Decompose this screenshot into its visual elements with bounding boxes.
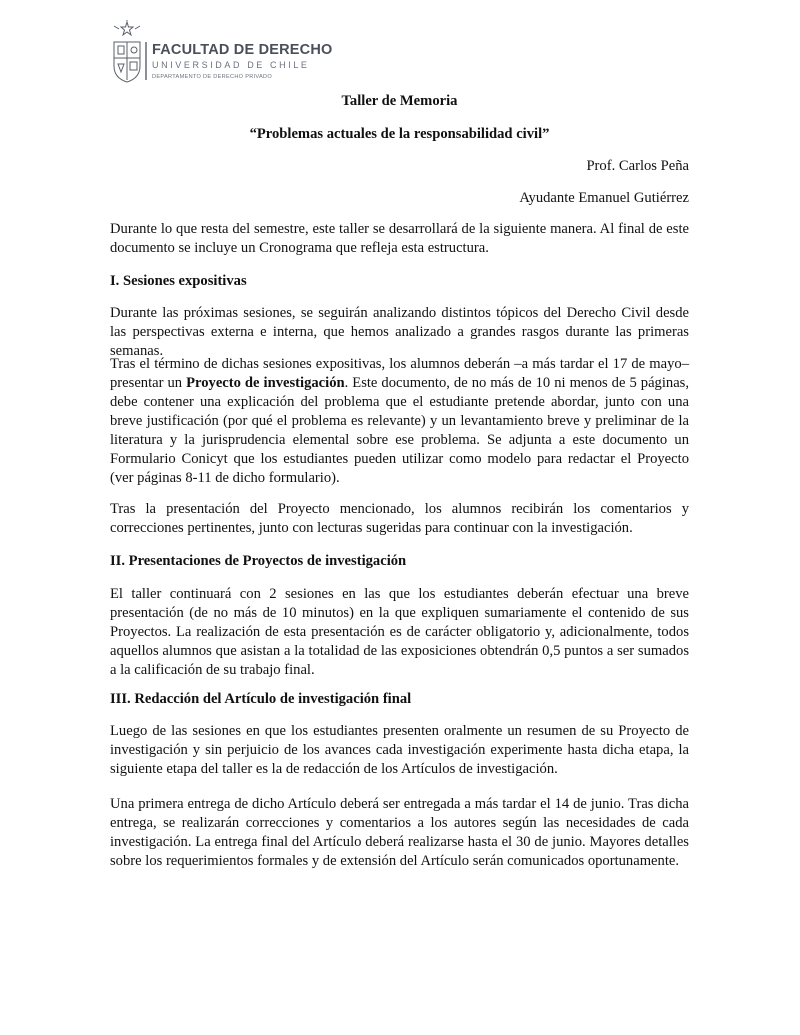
section3-paragraph-1: Luego de las sesiones en que los estudiantes presenten oralmente un resumen de su Proyecto de investigación y sin perjuicio de los avances cada investigación experimente hasta dicha etapa, la siguiente etapa del taller es la de redacción de los Artículos de investigación.	[110, 723, 689, 777]
logo-divider	[145, 42, 147, 80]
logo-text	[152, 42, 332, 81]
intro-paragraph: Durante lo que resta del semestre, este taller se desarrollará de la siguiente manera. Al final de este documento se incluye un Cronograma que refleja esta estructura.	[110, 221, 689, 256]
document-title: Taller de Memoria	[341, 93, 458, 109]
university-crest-icon	[110, 20, 144, 84]
section1-paragraph-2-end: . Este documento, de no más de 10 ni menos de 5 páginas, debe contener una explicación del problema que el estudiante pretende abordar, junto con una breve justificación (por qué el problema es relevante) y un levantamiento breve y preliminar de la literatura y la jurisprudencia elemental sobre ese problema. Se adjunta a este documento un Formulario Conicyt que los estudiantes pueden utilizar como modelo para redactar el Proyecto (ver páginas 8-11 de dicho formulario).	[110, 375, 689, 486]
logo-department-name: DEPARTAMENTO DE DERECHO PRIVADO	[152, 74, 273, 80]
section1-paragraph-2-start: Tras el término de dichas sesiones expositivas, los alumnos deberán –a más tardar el 17 de mayo– presentar un	[110, 356, 689, 391]
section1-paragraph-1: Durante las próximas sesiones, se seguirán analizando distintos tópicos del Derecho Civil desde las perspectivas externa e interna, que hemos analizado a grandes rasgos durante las primeras semanas.	[110, 305, 689, 359]
project-term: Proyecto de investigación	[186, 375, 345, 391]
section2-heading: II. Presentaciones de Proyectos de investigación	[110, 553, 407, 569]
section2-paragraph-1: El taller continuará con 2 sesiones en las que los estudiantes deberán efectuar una breve presentación (de no más de 10 minutos) en la que expliquen sumariamente el contenido de sus Proyectos. La realización de esta presentación es de carácter obligatorio y, adicionalmente, todos aquellos alumnos que asistan a la totalidad de las exposiciones obtendrán 0,5 puntos a ser sumados a la calificación de su trabajo final.	[110, 586, 689, 678]
section3-paragraph-2: Una primera entrega de dicho Artículo deberá ser entregada a más tardar el 14 de junio. Tras dicha entrega, se realizarán correcciones y comentarios a los autores según las necesidades de cada investigación. La entrega final del Artículo deberá realizarse hasta el 30 de junio. Mayores detalles sobre los requerimientos formales y de extensión del Artículo serán comunicados oportunamente.	[110, 796, 689, 869]
logo-university-name: UNIVERSIDAD DE CHILE	[152, 60, 310, 70]
logo-faculty-name: FACULTAD DE DERECHO	[152, 42, 333, 58]
section1-heading: I. Sesiones expositivas	[110, 273, 247, 289]
document-subtitle: “Problemas actuales de la responsabilidad civil”	[249, 126, 550, 142]
section3-heading: III. Redacción del Artículo de investigación final	[110, 691, 412, 707]
assistant-name: Ayudante Emanuel Gutiérrez	[519, 190, 689, 206]
professor-name: Prof. Carlos Peña	[586, 158, 689, 174]
section1-paragraph-2	[110, 355, 689, 488]
section1-paragraph-3: Tras la presentación del Proyecto mencionado, los alumnos recibirán los comentarios y correcciones pertinentes, junto con lecturas sugeridas para continuar con la investigación.	[110, 501, 689, 536]
